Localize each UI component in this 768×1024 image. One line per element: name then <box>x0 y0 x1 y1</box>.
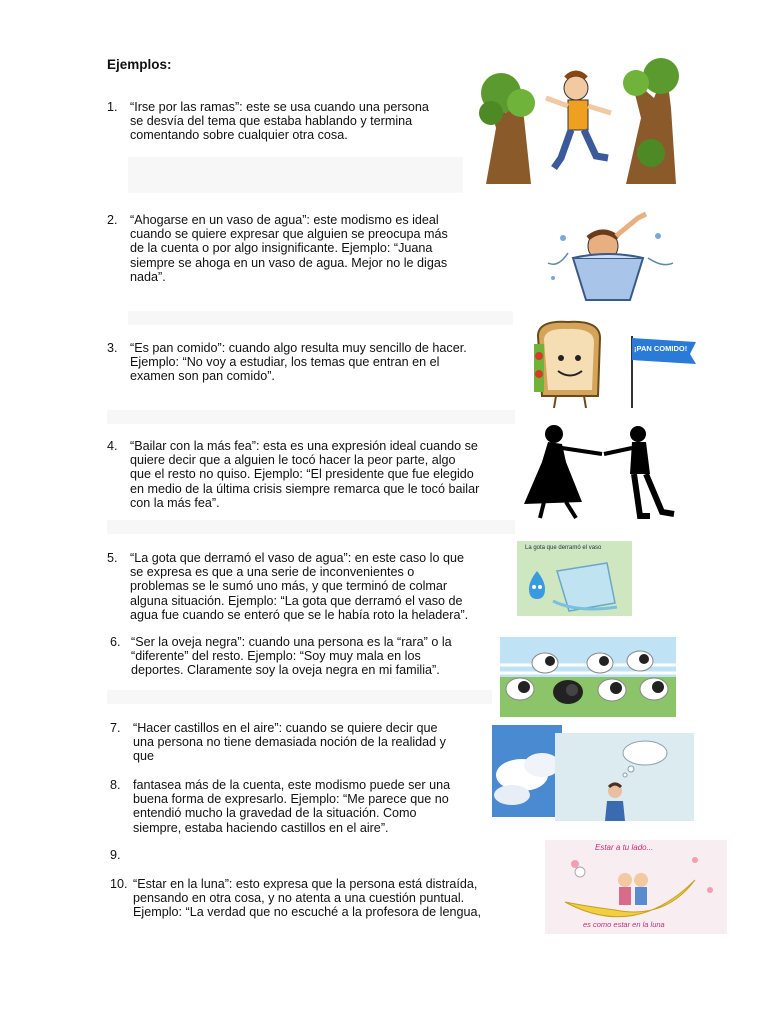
text-band <box>107 520 515 534</box>
illustration-sandwich <box>528 316 700 410</box>
item-text: “Estar en la luna”: esto expresa que la persona está distraída, pensando en otra cosa, y no atenta a una cuestión puntual. Ejemplo: “La verdad que no escuché a la profesora de lengua, <box>133 877 481 920</box>
illustration-branches <box>476 58 688 184</box>
illustration-daydream <box>555 733 694 821</box>
moon-caption-bottom: es como estar en la luna <box>583 920 665 929</box>
item-text: “Bailar con la más fea”: esta es una expresión ideal cuando se quiere decir que a alguien le tocó hacer la peor parte, algo que el resto no quiso. Ejemplo: “El presidente que fue elegido en medio de la última crisis siempre remarca que le tocó bailar con la más fea”. <box>130 439 480 510</box>
item-number: 6. <box>110 635 121 649</box>
illustration-water-drop <box>517 541 632 616</box>
text-band <box>128 157 463 193</box>
item-number: 8. <box>110 778 121 792</box>
item-text: “La gota que derramó el vaso de agua”: en este caso lo que se expresa es que a una serie de inconvenientes o problemas se le sumó uno más, y que terminó de colmar alguna situación. Ejemplo: “La gota que derramó el vaso de agua fue cuando se enteró que se le había roto la heladera”. <box>130 551 469 622</box>
item-number: 10. <box>110 877 128 891</box>
item-number: 3. <box>107 341 118 355</box>
text-band <box>107 690 492 704</box>
item-text: fantasea más de la cuenta, este modismo puede ser una buena forma de expresarlo. Ejemplo: “Me parece que no entendió mucho la gravedad de la situación. Como siempre, estaba haciendo castillos en el aire”. <box>133 778 451 835</box>
item-text: “Es pan comido”: cuando algo resulta muy sencillo de hacer. Ejemplo: “No voy a estudiar, los temas que entran en el examen son pan comido”. <box>130 341 467 384</box>
item-number: 4. <box>107 439 118 453</box>
illustration-moon <box>545 840 727 934</box>
illustration-sheep <box>500 637 676 717</box>
item-number: 2. <box>107 213 118 227</box>
item-number: 1. <box>107 100 118 114</box>
item-text: “Irse por las ramas”: este se usa cuando una persona se desvía del tema que estaba hablando y termina comentando sobre cualquier otra cosa. <box>130 100 429 143</box>
image-caption: La gota que derramó el vaso <box>525 545 602 551</box>
item-text: “Ahogarse en un vaso de agua”: este modismo es ideal cuando se quiere expresar que alguien se preocupa más de la cuenta o por algo insignificante. Ejemplo: “Juana siempre se ahoga en un vaso de agua. Mejor no le digas nada”. <box>130 213 448 284</box>
item-number: 5. <box>107 551 118 565</box>
illustration-dancers <box>522 422 678 520</box>
illustration-sky <box>492 725 562 817</box>
page-heading: Ejemplos: <box>107 57 172 72</box>
item-text: “Ser la oveja negra”: cuando una persona es la “rara” o la “diferente” del resto. Ejemplo: “Soy muy mala en los deportes. Claramente soy la oveja negra en mi familia”. <box>131 635 452 678</box>
text-band <box>128 311 513 325</box>
moon-caption-top: Estar a tu lado... <box>595 843 654 852</box>
item-number: 9. <box>110 848 121 862</box>
item-text: “Hacer castillos en el aire”: cuando se quiere decir que una persona no tiene demasiada noción de la realidad y que <box>133 721 446 764</box>
item-number: 7. <box>110 721 121 735</box>
text-band <box>107 410 515 424</box>
flag-banner-text: ¡PAN COMIDO! <box>634 344 688 353</box>
illustration-glass-of-water <box>528 208 690 308</box>
